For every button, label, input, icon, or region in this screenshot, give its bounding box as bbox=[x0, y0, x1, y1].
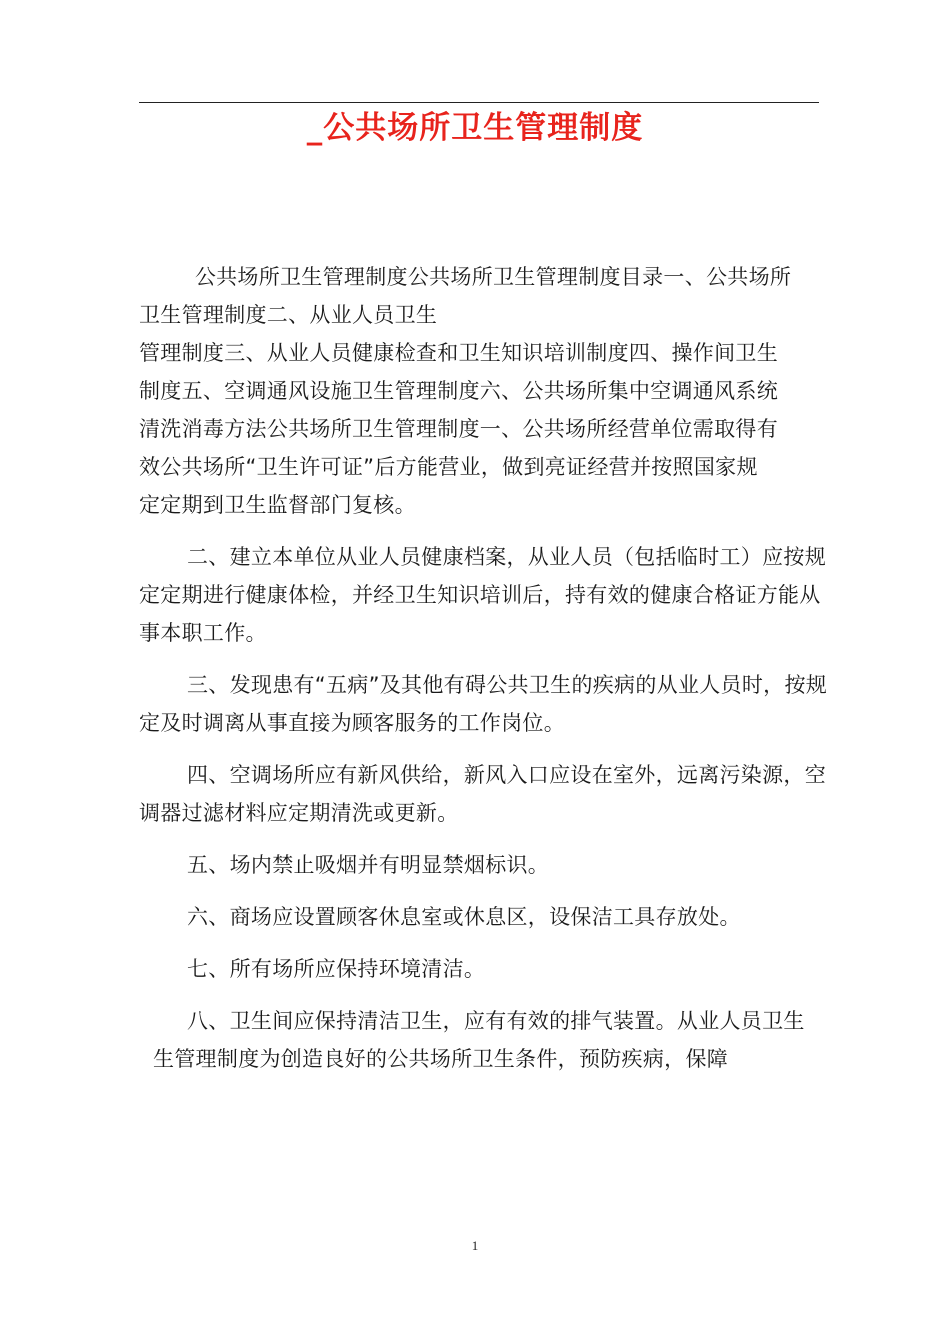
body-line: 公共场所卫生管理制度公共场所卫生管理制度目录一、公共场所 bbox=[139, 265, 792, 289]
body-line: 制度五、空调通风设施卫生管理制度六、公共场所集中空调通风系统 bbox=[139, 379, 778, 403]
document-body bbox=[139, 258, 829, 1078]
page-number: 1 bbox=[471, 1238, 479, 1253]
paragraph: 四、空调场所应有新风供给，新风入口应设在室外，远离污染源，空调器过滤材料应定期清洗或更新。 bbox=[139, 763, 826, 825]
paragraph: 五、场内禁止吸烟并有明显禁烟标识。 bbox=[187, 853, 550, 877]
paragraph: 二、建立本单位从业人员健康档案，从业人员（包括临时工）应按规定定期进行健康体检，并经卫生知识培训后，持有效的健康合格证方能从事本职工作。 bbox=[139, 545, 826, 645]
body-line: 效公共场所“卫生许可证”后方能营业，做到亮证经营并按照国家规 bbox=[139, 455, 758, 479]
body-line: 清洗消毒方法公共场所卫生管理制度一、公共场所经营单位需取得有 bbox=[139, 417, 778, 441]
paragraph: 六、商场应设置顾客休息室或休息区，设保洁工具存放处。 bbox=[187, 905, 741, 929]
paragraph: 三、发现患有“五病”及其他有碍公共卫生的疾病的从业人员时，按规定及时调离从事直接为顾客服务的工作岗位。 bbox=[139, 673, 828, 735]
paragraph: 七、所有场所应保持环境清洁。 bbox=[187, 957, 486, 981]
body-line: 生管理制度为创造良好的公共场所卫生条件，预防疾病，保障 bbox=[139, 1047, 729, 1071]
header-rule bbox=[139, 102, 819, 103]
body-line: 卫生管理制度二、从业人员卫生 bbox=[139, 303, 438, 327]
body-line: 管理制度三、从业人员健康检查和卫生知识培训制度四、操作间卫生 bbox=[139, 341, 778, 365]
document-title: _公共场所卫生管理制度 bbox=[306, 110, 644, 146]
paragraph: 八、卫生间应保持清洁卫生，应有有效的排气装置。从业人员卫生 bbox=[187, 1009, 805, 1033]
body-line: 定定期到卫生监督部门复核。 bbox=[139, 493, 416, 517]
